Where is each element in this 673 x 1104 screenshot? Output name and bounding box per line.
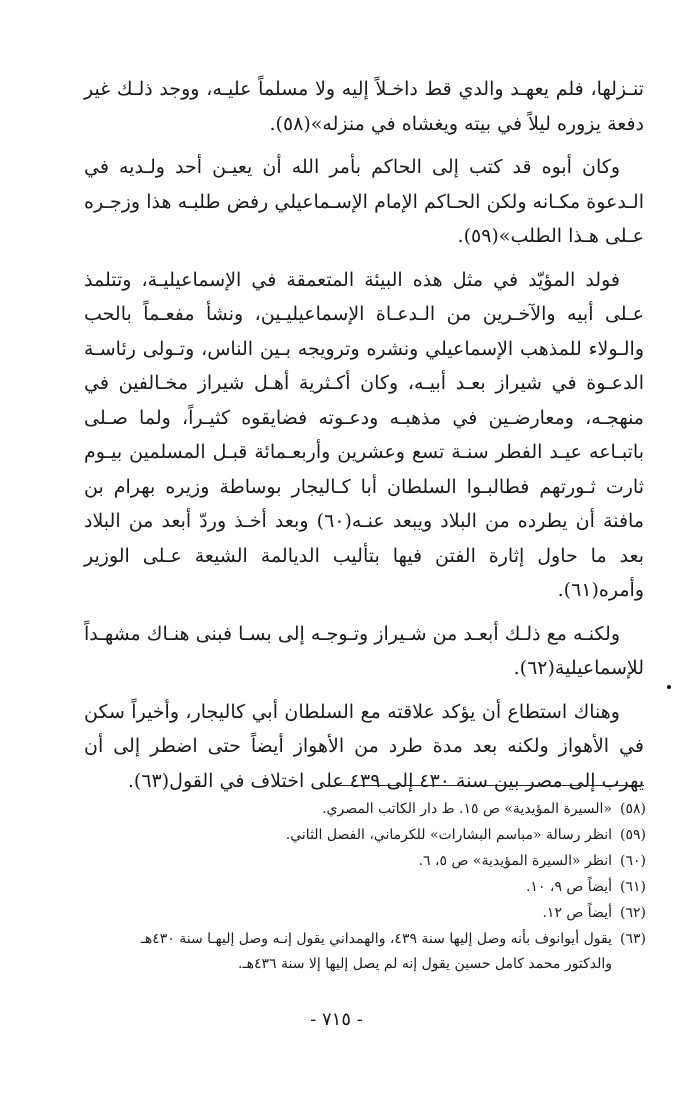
footnote-text: أيضاً ص ١٢. [542, 905, 612, 921]
footnote-58 [66, 796, 646, 822]
footnote-text: يقول أيوانوف بأنه وصل إليها سنة ٤٣٩، والهمداني يقول إنـه وصل إليهـا سنة ٤٣٠هـ [140, 931, 612, 947]
footnote-number: (٦٣) [620, 931, 646, 947]
margin-mark [667, 685, 671, 689]
footnote-text: «السيرة المؤيدية» ص ١٥. ط دار الكاتب المصري. [322, 801, 612, 817]
footnote-number: (٥٨) [620, 801, 646, 817]
footnote-text: انظر رسالة «مباسم البشارات» للكرماني، الفصل الثاني. [285, 827, 612, 843]
footnote-number: (٥٩) [620, 827, 646, 843]
paragraph-4: ولكنـه مع ذلـك أبعـد من شـيراز وتـوجـه إلى بسـا فبنى هنـاك مشهـداً للإسماعيلية(٦٢). [84, 622, 644, 679]
footnote-number: (٦٠) [620, 853, 646, 869]
paragraph-2: وكان أبوه قد كتب إلى الحاكم بأمر الله أن يعيـن أحد ولـديه في الـدعوة مكـانه ولكن الحـاكم الإمام الإسـماعيلي رفض طلبـه هذا وزجـره عـلى هـذا الطلب»(٥٩). [84, 156, 644, 247]
footnote-63-continuation: والدكتور محمد كامل حسين يقول إنه لم يصل إليها إلا سنة ٤٣٦هـ. [238, 956, 612, 972]
footnote-number: (٦١) [620, 879, 646, 895]
footnotes [66, 796, 646, 976]
footnote-59 [66, 822, 646, 848]
footnote-60 [66, 848, 646, 874]
footnote-61 [66, 874, 646, 900]
footnote-63 [66, 926, 646, 952]
footnote-text: انظر «السيرة المؤيدية» ص ٥، ٦. [418, 853, 612, 869]
paragraph-3: فولد المؤيّد في مثل هذه البيئة المتعمقة في الإسماعيليـة، وتتلمذ عـلى أبيه والآخـرين من الـدعـاة الإسماعيليـين، ونشأ مفعـماً بالحب والـولاء للمذهب الإسماعيلي ونشره وترويجه بـين الناس، وتـولى رئاسـة الدعـوة في شيراز بعـد أبيـه، وكان أكـثرية أهـل شيراز مخـالفين في منهجـه، ومعارضـين في مذهبـه ودعـوته فضايقوه كثيـراً، ولما صـلى باتبـاعه عيـد الفطر سنـة تسع وعشرين وأربعـمائة قبـل المسلمين بيـوم ثارت ثـورتهم فطالبـوا السلطان أبا كـاليجار بوساطة وزيره بهرام بن مافنة أن يطرده من البلاد ويبعد عنـه(٦٠) وبعد أخـذ وردّ أبعد من البلاد بعد ما حاول إثارة الفتن فيها بتأليب الديالمة الشيعة عـلى الوزير وأمره(٦١). [84, 268, 644, 601]
page-number: - ٧١٥ - [310, 1009, 363, 1030]
footnote-text: أيضاً ص ٩، ١٠. [525, 879, 612, 895]
footnote-62 [66, 900, 646, 926]
footnote-divider [338, 785, 644, 786]
footnote-number: (٦٢) [620, 905, 646, 921]
paragraph-5: وهناك استطاع أن يؤكد علاقته مع السلطان أبي كاليجار، وأخيراً سكن في الأهواز ولكنه بعد مدة طرد من الأهواز أيضاً حتى اضطر إلى أن يهرب إلى مصر بين سنة ٤٣٠ إلى ٤٣٩ على اختلاف في القول(٦٣). [84, 700, 644, 792]
paragraph-1: تنـزلها، فلم يعهـد والدي قط داخـلاً إليه ولا مسلماً عليـه، ووجد ذلـك غير دفعة يزوره ليلاً في بيته ويغشاه في منزله»(٥٨). [84, 78, 644, 135]
main-text [84, 72, 644, 807]
